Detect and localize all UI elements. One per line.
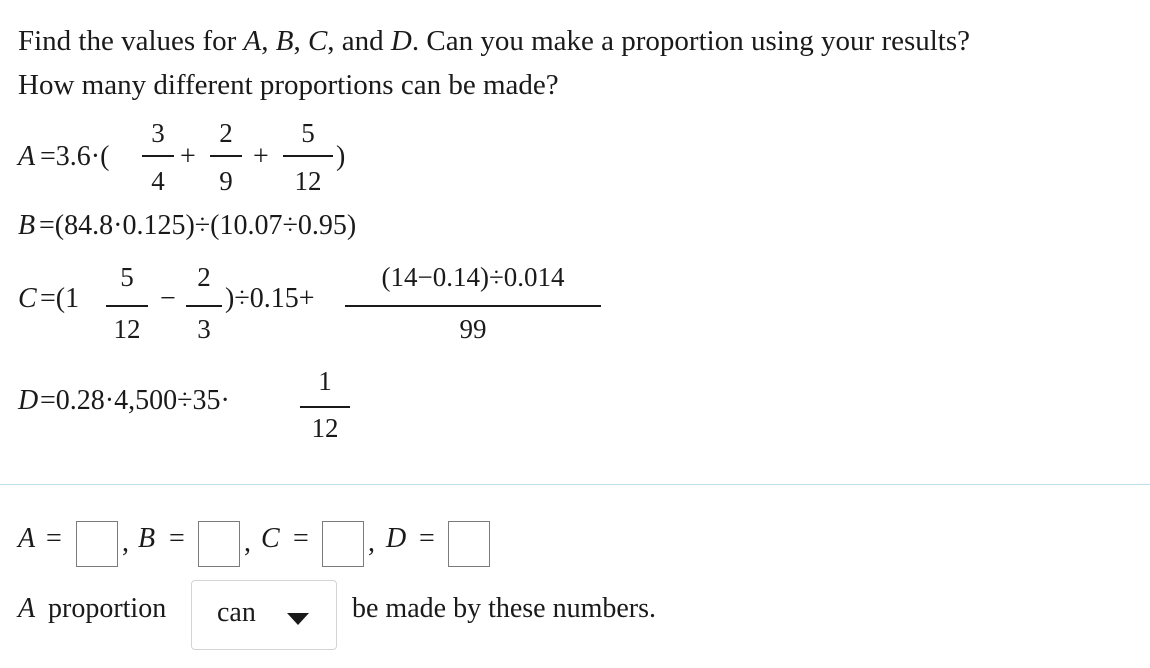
fraction-bar: [186, 305, 222, 307]
answer-a-input[interactable]: [76, 521, 118, 567]
minus-sign: −: [160, 283, 176, 314]
fraction-bar: [345, 305, 601, 307]
expr-c-f2-num: 2: [197, 262, 211, 292]
expr-a-f3-den: 12: [294, 166, 322, 196]
expr-c-f2-den: 3: [197, 314, 211, 344]
question-text: Find the values for: [18, 25, 244, 57]
question-line-2: How many different proportions can be made?: [18, 69, 559, 101]
var-b: B: [275, 25, 294, 57]
comma: ,: [122, 527, 129, 558]
expr-c-lhs: C: [18, 283, 37, 314]
expr-b-rhs: =(84.8·0.125)÷(10.07÷0.95): [39, 210, 357, 241]
comma: ,: [293, 25, 308, 57]
equals-sign: =: [293, 523, 309, 554]
expr-c-f3-num: (14−0.14)÷0.014: [381, 262, 565, 292]
expr-b-lhs: B: [18, 210, 36, 241]
question-line-1: [18, 19, 970, 63]
fraction-bar: [300, 406, 350, 408]
var-c: C: [307, 25, 328, 57]
expr-a-f3-num: 5: [301, 118, 315, 148]
expr-a-lhs: A: [18, 141, 36, 172]
comma: ,: [368, 527, 375, 558]
answer-d-label: D: [386, 523, 407, 554]
expr-d-lhs: D: [18, 385, 39, 416]
answer-c-label: C: [261, 523, 280, 554]
plus-sign: +: [180, 141, 196, 172]
close-paren: ): [336, 141, 346, 172]
plus-sign: +: [253, 141, 269, 172]
expr-a-eq: =3.6·(: [40, 141, 110, 172]
conjunction: , and: [327, 25, 391, 57]
question-text: . Can you make a proportion using your results?: [411, 25, 971, 57]
equals-sign: =: [169, 523, 185, 554]
var-a: A: [243, 25, 262, 57]
section-divider: [0, 484, 1150, 485]
answer-a-label: A: [18, 523, 36, 554]
expr-a-f2-den: 9: [219, 166, 233, 196]
expr-a-f2-num: 2: [219, 118, 233, 148]
proportion-var: A: [18, 593, 36, 624]
expr-d-f-den: 12: [311, 413, 339, 443]
proportion-select[interactable]: [191, 580, 337, 650]
comma: ,: [261, 25, 276, 57]
equals-sign: =: [419, 523, 435, 554]
fraction-bar: [210, 155, 242, 157]
proportion-select-value: can: [217, 597, 256, 628]
expr-c-f1-den: 12: [113, 314, 141, 344]
fraction-bar: [283, 155, 333, 157]
answer-c-input[interactable]: [322, 521, 364, 567]
expr-c-mid: )÷0.15+: [225, 283, 315, 314]
expr-d-f-num: 1: [318, 366, 332, 396]
expr-c-eq: =(1: [40, 283, 80, 314]
expr-a-f1-num: 3: [151, 118, 165, 148]
fraction-bar: [106, 305, 148, 307]
proportion-suffix: be made by these numbers.: [352, 593, 657, 624]
comma: ,: [244, 527, 251, 558]
equals-sign: =: [46, 523, 62, 554]
var-d: D: [390, 25, 412, 57]
answer-d-input[interactable]: [448, 521, 490, 567]
expr-c-f1-num: 5: [120, 262, 134, 292]
answer-b-input[interactable]: [198, 521, 240, 567]
expr-d-rhs: =0.28·4,500÷35·: [40, 385, 230, 416]
expr-a-f1-den: 4: [151, 166, 165, 196]
caret-down-icon: [287, 613, 309, 625]
expr-c-f3-den: 99: [459, 314, 487, 344]
fraction-bar: [142, 155, 174, 157]
proportion-prefix: proportion: [48, 593, 167, 624]
answer-b-label: B: [138, 523, 156, 554]
